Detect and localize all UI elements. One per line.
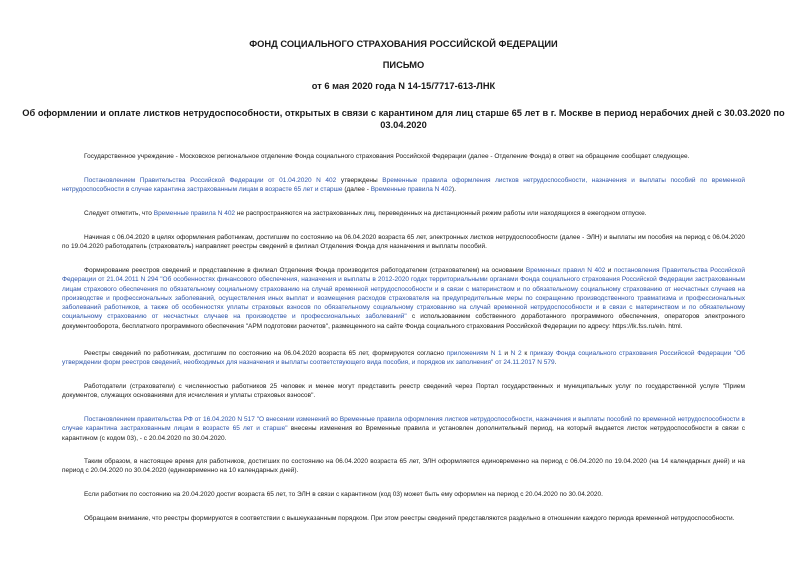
document-link[interactable]: Временные правила N 402	[153, 210, 236, 217]
paragraph-text: Формирование реестров сведений и представление в филиал Отделения Фонда производится работодателем (страхователем) на основании	[84, 267, 526, 274]
paragraph-text: Следует отметить, что	[84, 210, 154, 217]
paragraph-text: утверждены	[336, 177, 383, 184]
paragraph-text: Таким образом, в настоящее время для работников, достигших по состоянию на 06.04.2020 возраста 65 лет, ЭЛН оформляется единовременно на период с 06.04.2020 по 19.04.2020 (на 14 календарных дней) и на период с 20.04.2020 по 30.04.2020 (единовременно на 10 календарных дней).	[62, 458, 745, 475]
paragraph-text: Обращаем внимание, что реестры формируются в соответствии с вышеуказанным порядком. При этом реестры сведений представляются раздельно в отношении каждого периода временной нетрудоспособности.	[84, 515, 735, 522]
document-link[interactable]: приказу Фонда социального страхования Российской Федерации "Об утверждении форм реестров сведений, необходимых для назначения и выплаты соответствующего вида пособия, и порядков их заполнения" от 24.11.2017 N 579	[62, 350, 745, 367]
paragraph-7	[62, 382, 745, 401]
paragraph-3	[62, 209, 745, 218]
paragraph-5	[62, 266, 745, 331]
org-name: ФОНД СОЦИАЛЬНОГО СТРАХОВАНИЯ РОССИЙСКОЙ ФЕДЕРАЦИИ	[249, 39, 558, 49]
paragraph-text: с использованием собственного доработанного программного обеспечения, операторов электронного документооборота, бесплатного программного обеспечения "АРМ подготовки расчетов", размещенного на сайте Фонда социального страхования Российской Федерации по адресу: https://lk.fss.ru/eln. html.	[62, 313, 745, 330]
document-link[interactable]: приложениям N 1	[446, 350, 502, 357]
paragraph-4	[62, 233, 745, 252]
paragraph-text: и	[605, 267, 614, 274]
paragraph-text: ).	[452, 186, 457, 194]
paragraph-text: и	[501, 350, 511, 357]
paragraph-6	[62, 349, 745, 368]
document-link[interactable]: Постановлением Правительства Российской Федерации от 01.04.2020 N 402	[84, 177, 337, 184]
document-link[interactable]: Постановлением правительства РФ от 16.04.2020 N 517 "О внесении изменений во Временные правила оформления листков нетрудоспособности, назначения и выплаты пособий по временной нетрудоспособности в случае карантина застрахованным лицам в возрасте 65 лет и старше"	[62, 416, 745, 433]
paragraph-text: не распространяются на застрахованных лиц, переведенных на дистанционный режим работы или находящихся в ежегодном отпуске.	[235, 210, 647, 217]
document-link[interactable]: постановления Правительства Российской Федерации от 21.04.2011 N 294 "Об особенностях финансового обеспечения, назначения и выплаты в 2012-2020 годах территориальными органами Фонда социального страхования Российской Федерации застрахованным лицам страхового обеспечения по обязательному социальному страхованию на случай временной нетрудоспособности и в связи с материнством и по обязательному социальному страхованию от несчастных случаев на производстве и профессиональных заболеваний, осуществления иных выплат и возмещения расходов страхователя на предупредительные меры по сокращению производственного травматизма и профессиональных заболеваний работников, а также об особенностях уплаты страховых взносов по обязательному социальному страхованию на случай временной нетрудоспособности и в связи с материнством и по обязательному социальному страхованию от несчастных случаев на производстве и профессиональных заболеваний"	[62, 267, 746, 321]
paragraph-1	[62, 152, 745, 161]
document-link[interactable]: Временные правила оформления листков нетрудоспособности, назначения и выплаты пособий по временной нетрудоспособности в случае карантина застрахованным лицам в возрасте 65 лет и старше	[62, 177, 746, 194]
doc-title: Об оформлении и оплате листков нетрудоспособности, открытых в связи с карантином для лиц старше 65 лет в г. Москве в период нерабочих дней с 30.03.2020 по 03.04.2020	[22, 108, 785, 130]
paragraph-text: Начиная с 06.04.2020 в целях оформления работникам, достигшим по состоянию на 06.04.2020 возраста 65 лет, электронных листков нетрудоспособности (далее - ЭЛН) и выплаты им пособия на период с 06.04.2020 по 19.04.2020 работодатель (страхователь) направляет реестры сведений в филиал Отделения Фонда для назначения и выплаты пособий.	[62, 234, 745, 251]
paragraph-10	[62, 490, 745, 499]
paragraph-9	[62, 457, 745, 476]
document-link[interactable]: Временных правил N 402	[525, 267, 606, 274]
paragraph-text: Работодатели (страхователи) с численностью работников 25 человек и менее могут представить реестр сведений через Портал государственных и муниципальных услуг по государственной услуге "Прием документов, служащих основаниями для исчисления и уплаты страховых взносов".	[62, 383, 745, 400]
doc-type: ПИСЬМО	[382, 60, 425, 70]
paragraph-text: Если работник по состоянию на 20.04.2020 достиг возраста 65 лет, то ЭЛН в связи с карантином (код 03) может быть ему оформлен на период с 20.04.2020 по 30.04.2020.	[84, 491, 603, 498]
paragraph-text: (далее -	[342, 186, 371, 194]
paragraph-text: .	[554, 359, 557, 367]
paragraph-2	[62, 176, 745, 195]
paragraph-11	[62, 514, 745, 523]
document-link[interactable]: N 2	[510, 350, 522, 357]
paragraph-text: Государственное учреждение - Московское региональное отделение Фонда социального страхования Российской Федерации (далее - Отделение Фонда) в ответ на обращение сообщает следующее.	[84, 153, 690, 160]
paragraph-8	[62, 415, 745, 443]
paragraph-text: к	[521, 350, 530, 357]
paragraph-text: Реестры сведений по работникам, достигшим по состоянию на 06.04.2020 возраста 65 лет, формируются согласно	[84, 350, 447, 357]
document-link[interactable]: Временные правила N 402	[370, 186, 453, 194]
paragraph-text: внесены изменения во Временные правила и установлен дополнительный период, на который выдается листок нетрудоспособности в связи с карантином (с кодом 03), - с 20.04.2020 по 30.04.2020.	[62, 425, 745, 442]
doc-date-number: от 6 мая 2020 года N 14-15/7717-613-ЛНК	[311, 81, 496, 91]
